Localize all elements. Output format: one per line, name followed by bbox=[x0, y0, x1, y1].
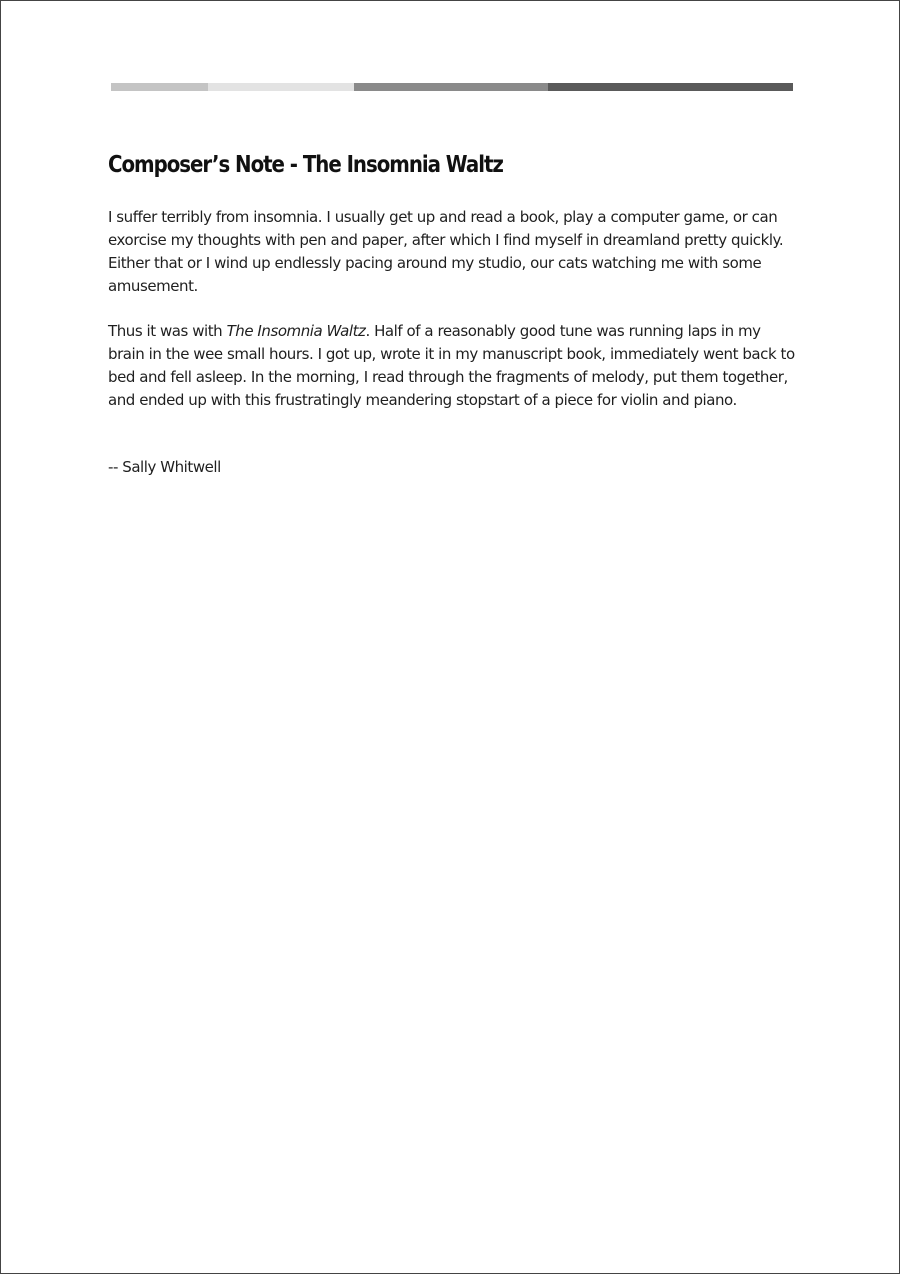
header-bar-segment bbox=[548, 83, 793, 91]
paragraph-1: I suffer terribly from insomnia. I usually get up and read a book, play a computer game, or can exorcise my thoughts with pen and paper, after which I find myself in dreamland pretty quickly. Either that or I wind up endlessly pacing around my studio, our cats watching me with some amusement. bbox=[108, 208, 784, 295]
document-body bbox=[108, 148, 798, 479]
header-bar-segment bbox=[354, 83, 548, 91]
signature: -- Sally Whitwell bbox=[108, 458, 221, 476]
header-bar-segment bbox=[111, 83, 208, 91]
header-bar-segment bbox=[208, 83, 354, 91]
header-decorative-bar bbox=[111, 83, 793, 91]
paragraph-2-rest: . Half of a reasonably good tune was running laps in my brain in the wee small hours. I got up, wrote it in my manuscript book, immediately went back to bed and fell asleep. In the morning, I read through the fragments of melody, put them together, and ended up with this frustratingly meandering stopstart of a piece for violin and piano. bbox=[108, 322, 795, 409]
work-title: The Insomnia Waltz bbox=[226, 322, 366, 340]
paragraph-2-lead: Thus it was with bbox=[108, 322, 227, 340]
paragraph-2 bbox=[108, 320, 798, 412]
page-title: Composer’s Note - The Insomnia Waltz bbox=[108, 152, 503, 178]
